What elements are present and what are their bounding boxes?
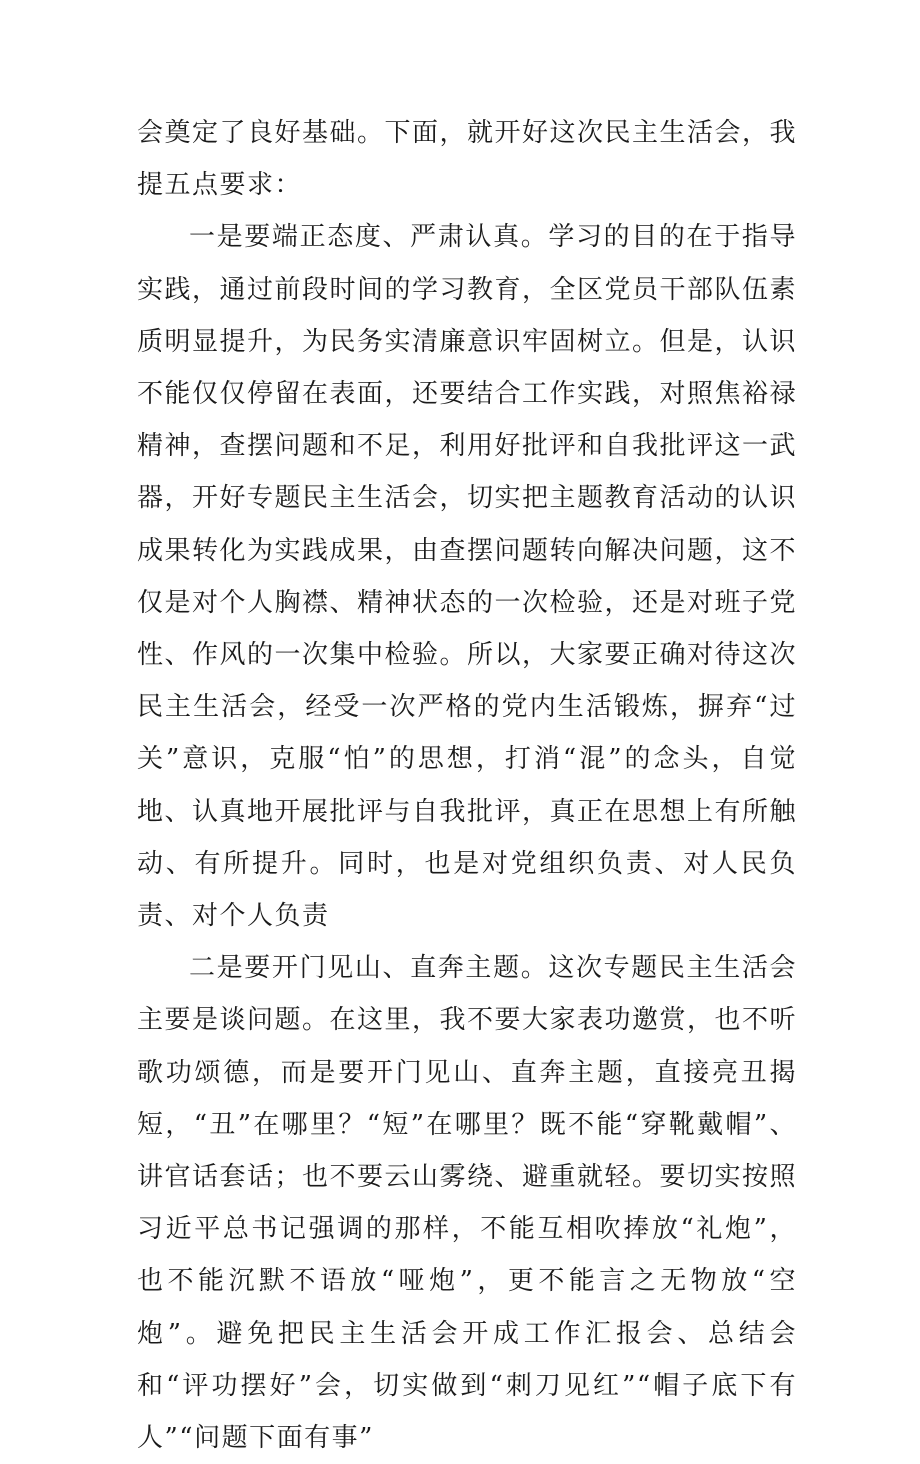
paragraph-point-two: 二是要开门见山、直奔主题。这次专题民主生活会主要是谈问题。在这里，我不要大家表功邀赏，也不听歌功颂德，而是要开门见山、直奔主题，直接亮丑揭短，“丑”在哪里？“短”在哪里？既不能“穿靴戴帽”、讲官话套话；也不要云山雾绕、避重就轻。要切实按照习近平总书记强调的那样，不能互相吹捧放“礼炮”，也不能沉默不语放“哑炮”，更不能言之无物放“空炮”。避免把民主生活会开成工作汇报会、总结会和“评功摆好”会，切实做到“刺刀见红”“帽子底下有人”“问题下面有事” [137,953,798,1454]
paragraph-point-one: 一是要端正态度、严肃认真。学习的目的在于指导实践，通过前段时间的学习教育，全区党员干部队伍素质明显提升，为民务实清廉意识牢固树立。但是，认识不能仅仅停留在表面，还要结合工作实践，对照焦裕禄精神，查摆问题和不足，利用好批评和自我批评这一武器，开好专题民主生活会，切实把主题教育活动的认识成果转化为实践成果，由查摆问题转向解决问题，这不仅是对个人胸襟、精神状态的一次检验，还是对班子党性、作风的一次集中检验。所以，大家要正确对待这次民主生活会，经受一次严格的党内生活锻炼，摒弃“过关”意识，克服“怕”的思想，打消“混”的念头，自觉地、认真地开展批评与自我批评，真正在思想上有所触动、有所提升。同时，也是对党组织负责、对人民负责、对个人负责 [137,222,798,932]
document-body [137,107,797,1464]
paragraph-continuation: 会奠定了良好基础。下面，就开好这次民主生活会，我提五点要求： [137,118,798,201]
